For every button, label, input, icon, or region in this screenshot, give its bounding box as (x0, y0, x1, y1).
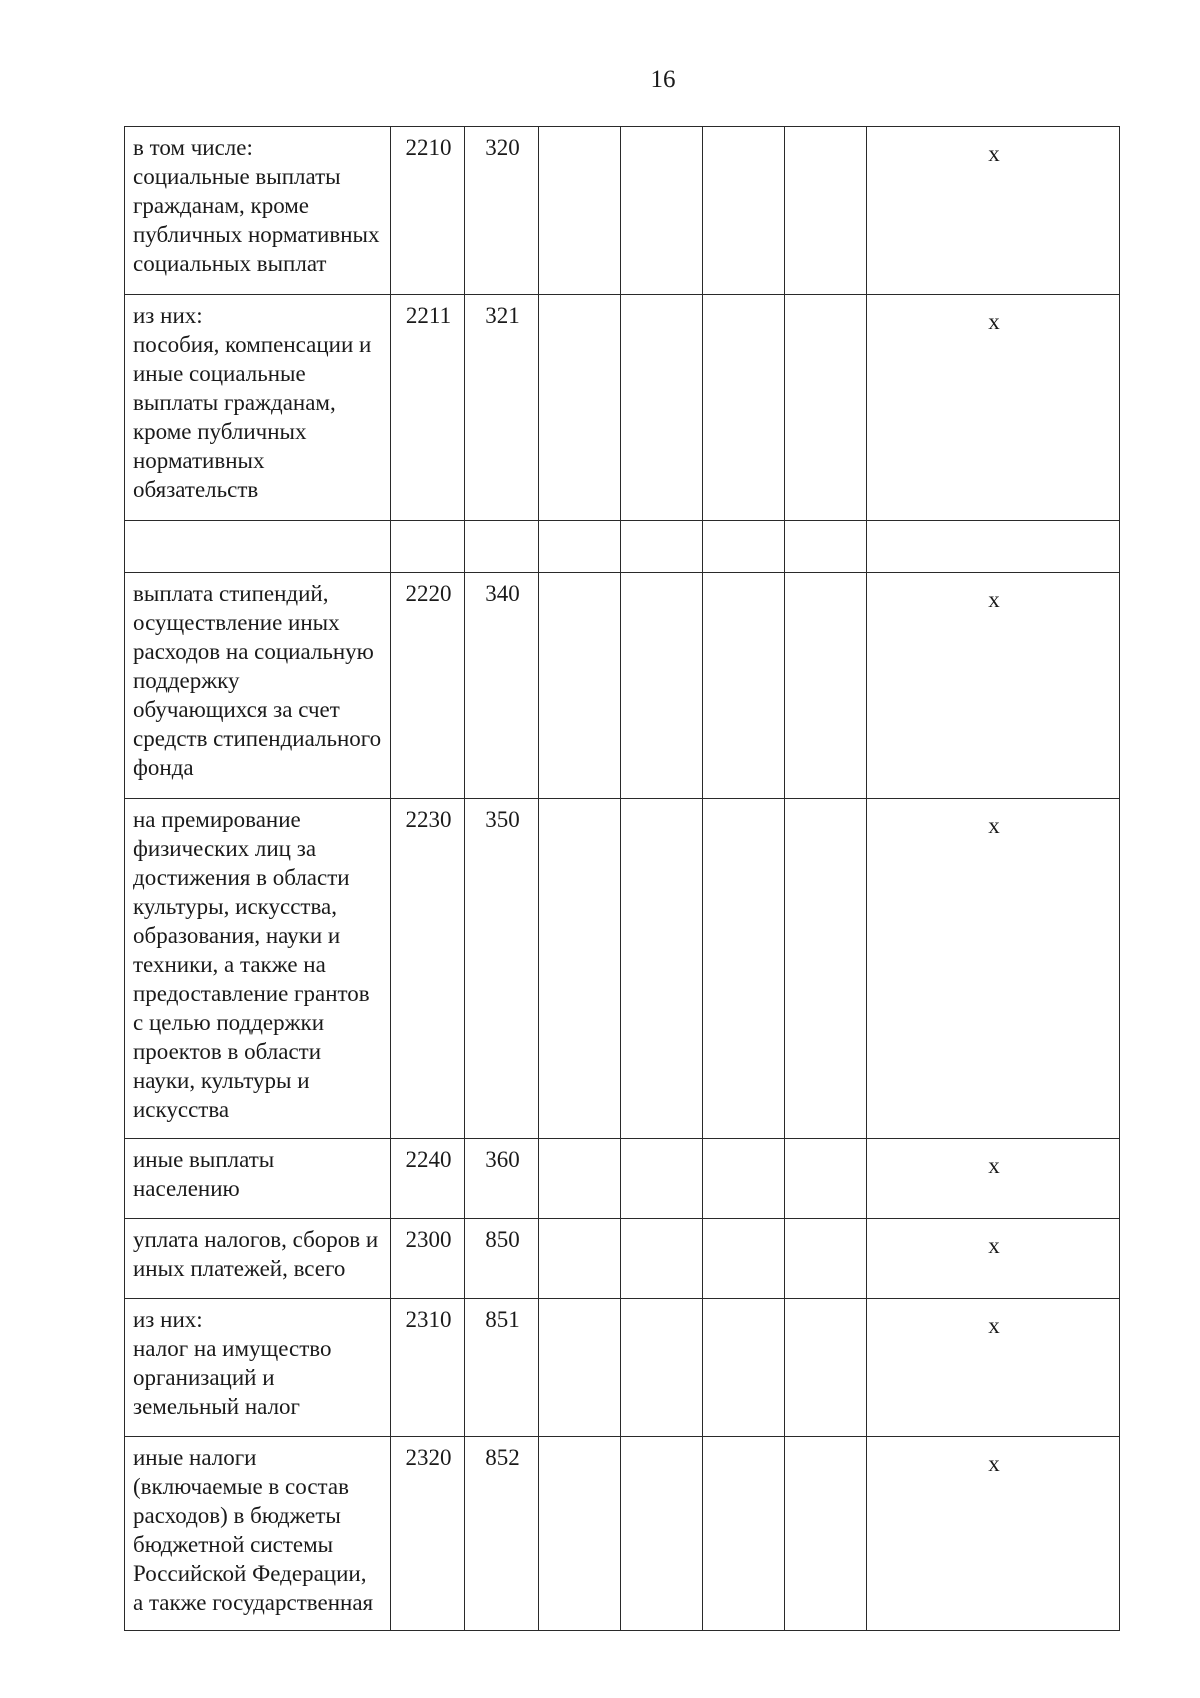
table-row (125, 521, 1120, 573)
row-kosgu: 350 (465, 799, 539, 1139)
x-mark-cell (867, 573, 1120, 799)
table-row (125, 1219, 1120, 1299)
value-cell (621, 1139, 703, 1219)
row-label: на премирование физических лиц за достижения в области культуры, искусства, образования, науки и техники, а также на предоставление грантов с целью поддержки проектов в области науки, культуры и искусства (125, 799, 391, 1139)
value-cell (785, 295, 867, 521)
table-row (125, 1299, 1120, 1437)
table-row (125, 127, 1120, 295)
row-code: 2300 (391, 1219, 465, 1299)
x-mark: х (988, 813, 1000, 838)
x-mark-cell (867, 799, 1120, 1139)
row-kosgu: 360 (465, 1139, 539, 1219)
value-cell (703, 1299, 785, 1437)
row-label: из них: пособия, компенсации и иные социальные выплаты гражданам, кроме публичных нормативных обязательств (125, 295, 391, 521)
value-cell (703, 1219, 785, 1299)
x-mark: х (988, 587, 1000, 612)
budget-table (124, 126, 1120, 1631)
x-mark: х (988, 309, 1000, 334)
table-row (125, 799, 1120, 1139)
value-cell (785, 1437, 867, 1631)
value-cell (539, 1139, 621, 1219)
table-row (125, 295, 1120, 521)
value-cell (539, 799, 621, 1139)
value-cell (539, 521, 621, 573)
x-mark-cell (867, 1219, 1120, 1299)
row-label: иные выплаты населению (125, 1139, 391, 1219)
value-cell (621, 573, 703, 799)
value-cell (785, 1299, 867, 1437)
value-cell (703, 1139, 785, 1219)
x-mark-cell (867, 1437, 1120, 1631)
value-cell (539, 295, 621, 521)
x-mark: х (988, 1451, 1000, 1476)
page-number: 16 (650, 66, 676, 93)
value-cell (621, 1219, 703, 1299)
value-cell (703, 127, 785, 295)
value-cell (703, 295, 785, 521)
row-label: уплата налогов, сборов и иных платежей, всего (125, 1219, 391, 1299)
value-cell (621, 127, 703, 295)
x-mark-cell (867, 127, 1120, 295)
value-cell (703, 521, 785, 573)
row-kosgu: 321 (465, 295, 539, 521)
x-mark-cell (867, 295, 1120, 521)
x-mark: х (988, 1233, 1000, 1258)
value-cell (539, 573, 621, 799)
row-kosgu: 851 (465, 1299, 539, 1437)
table-row (125, 573, 1120, 799)
value-cell (785, 127, 867, 295)
value-cell (785, 1139, 867, 1219)
value-cell (703, 799, 785, 1139)
row-label: выплата стипендий, осуществление иных расходов на социальную поддержку обучающихся за счет средств стипендиального фонда (125, 573, 391, 799)
x-mark-cell (867, 1139, 1120, 1219)
row-code: 2230 (391, 799, 465, 1139)
row-code: 2240 (391, 1139, 465, 1219)
value-cell (621, 799, 703, 1139)
row-label: в том числе: социальные выплаты гражданам, кроме публичных нормативных социальных выплат (125, 127, 391, 295)
row-code: 2210 (391, 127, 465, 295)
value-cell (621, 521, 703, 573)
row-code (391, 521, 465, 573)
row-code: 2211 (391, 295, 465, 521)
value-cell (539, 127, 621, 295)
value-cell (785, 521, 867, 573)
row-kosgu (465, 521, 539, 573)
value-cell (539, 1219, 621, 1299)
row-code: 2320 (391, 1437, 465, 1631)
value-cell (621, 1299, 703, 1437)
value-cell (539, 1437, 621, 1631)
row-code: 2220 (391, 573, 465, 799)
value-cell (703, 1437, 785, 1631)
x-mark-cell (867, 1299, 1120, 1437)
x-mark: х (988, 141, 1000, 166)
x-mark-cell (867, 521, 1120, 573)
value-cell (621, 1437, 703, 1631)
row-kosgu: 850 (465, 1219, 539, 1299)
row-label: иные налоги (включаемые в состав расходов) в бюджеты бюджетной системы Российской Федерации, а также государственная (125, 1437, 391, 1631)
value-cell (785, 1219, 867, 1299)
value-cell (539, 1299, 621, 1437)
row-kosgu: 320 (465, 127, 539, 295)
row-code: 2310 (391, 1299, 465, 1437)
x-mark: х (988, 1313, 1000, 1338)
value-cell (621, 295, 703, 521)
x-mark: х (988, 1153, 1000, 1178)
table-row (125, 1437, 1120, 1631)
row-label (125, 521, 391, 573)
value-cell (785, 799, 867, 1139)
value-cell (703, 573, 785, 799)
row-label: из них: налог на имущество организаций и земельный налог (125, 1299, 391, 1437)
row-kosgu: 852 (465, 1437, 539, 1631)
value-cell (785, 573, 867, 799)
table-row (125, 1139, 1120, 1219)
row-kosgu: 340 (465, 573, 539, 799)
